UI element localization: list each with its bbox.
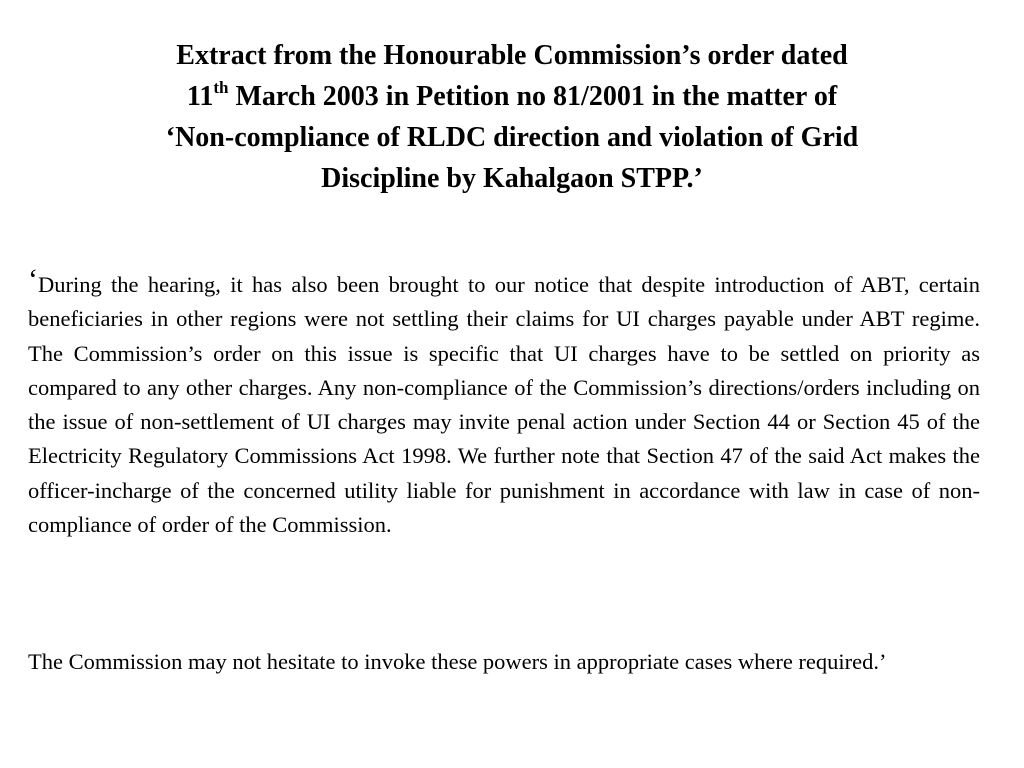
quoted-paragraph-2: [28, 645, 980, 679]
heading-line-3: ‘Non-compliance of RLDC direction and violation of Grid: [165, 122, 859, 153]
heading-line-2-prefix: 11: [186, 81, 214, 112]
document-heading: [40, 35, 984, 199]
heading-line-2-rest: March 2003 in Petition no 81/2001 in the matter of: [228, 81, 838, 112]
heading-line-4: Discipline by Kahalgaon STPP.’: [321, 163, 703, 194]
paragraph-1-text: During the hearing, it has also been brought to our notice that despite introduction of ABT, certain beneficiaries in other regions were not settling their claims for UI charges payable under ABT regime. The Commission’s order on this issue is specific that UI charges have to be settled on priority as compared to any other charges. Any non-compliance of the Commission’s directions/orders including on the issue of non-settlement of UI charges may invite penal action under Section 44 or Section 45 of the Electricity Regulatory Commissions Act 1998. We further note that Section 47 of the said Act makes the officer-incharge of the concerned utility liable for punishment in accordance with law in case of non-compliance of order of the Commission.: [28, 272, 980, 538]
quoted-paragraph-1: [28, 263, 980, 542]
heading-line-1: Extract from the Honourable Commission’s order dated: [176, 40, 848, 71]
paragraph-2-text: The Commission may not hesitate to invoke these powers in appropriate cases where required.’: [28, 649, 887, 674]
heading-ordinal-suffix: th: [213, 78, 229, 97]
opening-quote-mark: ‘: [28, 263, 38, 296]
